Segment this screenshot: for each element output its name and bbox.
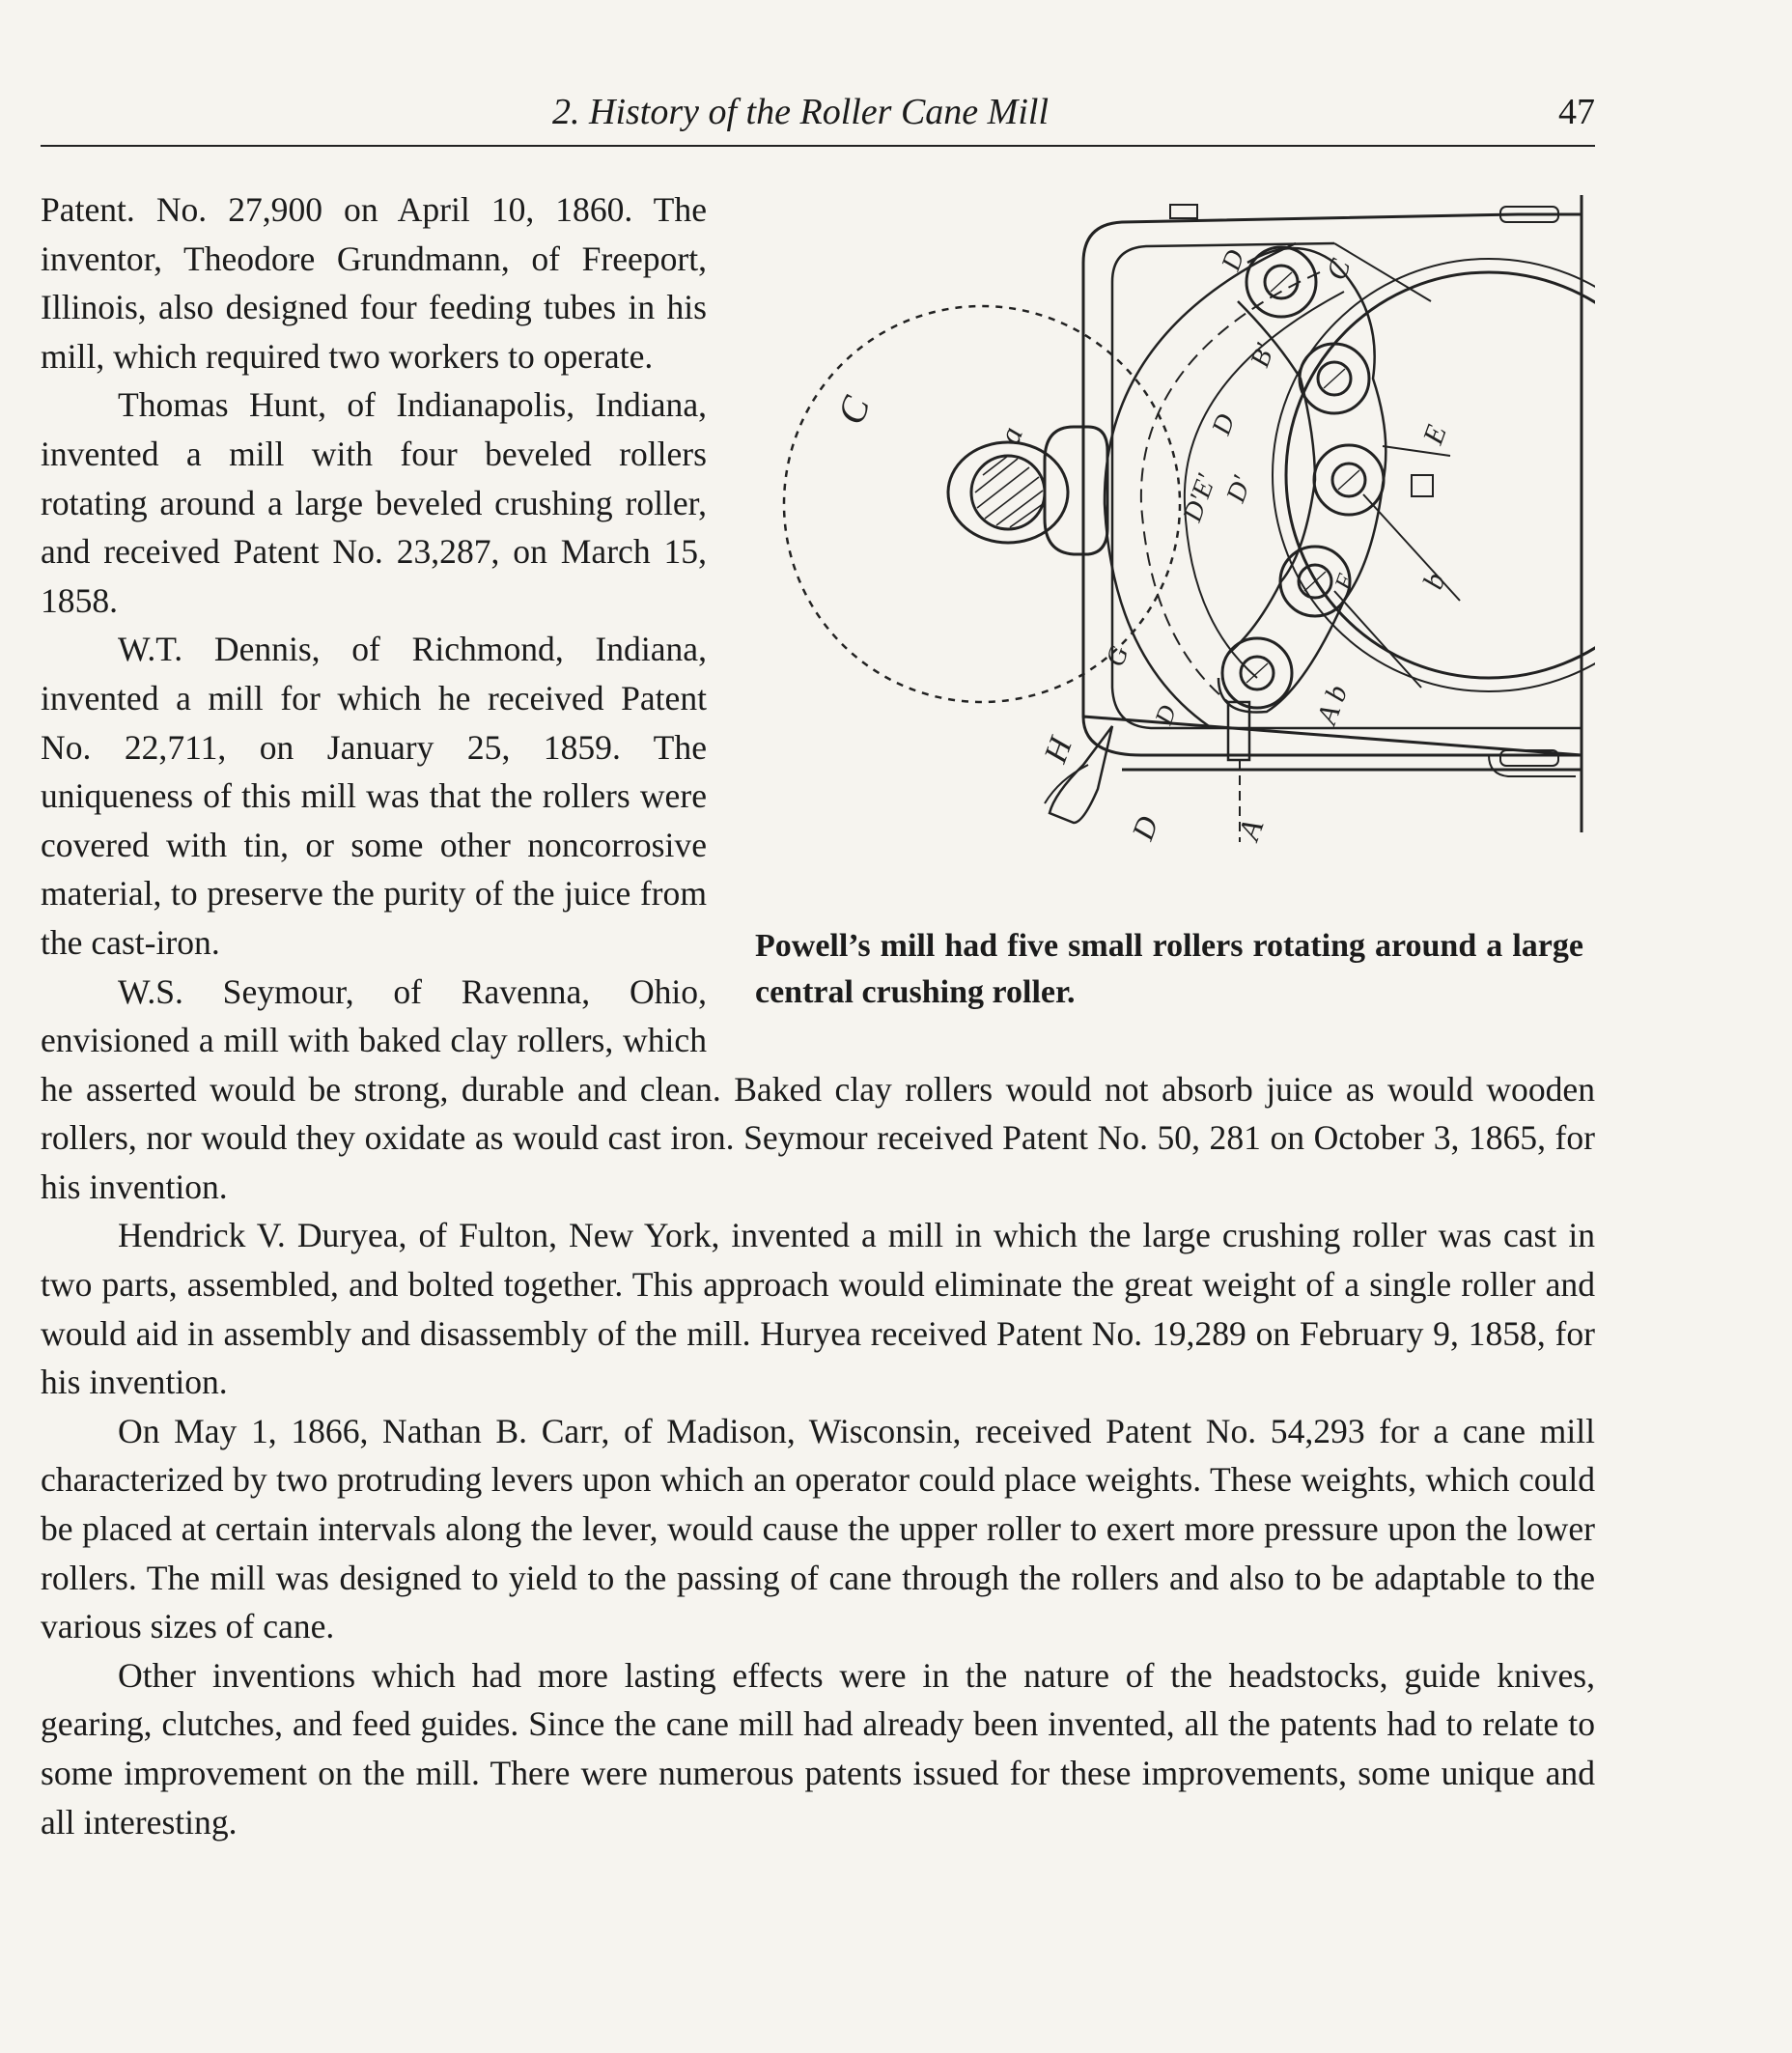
label-a-bottom: A bbox=[1230, 814, 1271, 845]
figure-caption: Powell’s mill had five small rollers rotating around a large central crushing roller. bbox=[755, 928, 1583, 1010]
running-head: 2. History of the Roller Cane Mill bbox=[552, 92, 1050, 132]
patent-drawing bbox=[755, 185, 1595, 861]
label-a-b: A b bbox=[1310, 681, 1355, 729]
label-h: H bbox=[1037, 733, 1079, 768]
label-b-right: b bbox=[1416, 569, 1452, 594]
label-f: F bbox=[1330, 571, 1359, 594]
label-c-top: C bbox=[1320, 255, 1358, 285]
label-d-bottom: D bbox=[1124, 811, 1165, 845]
paragraph-5: Hendrick V. Duryea, of Fulton, New York, invented a mill in which the large crushing roller was cast in two parts, assembled, and bolted together. This approach would eliminate the great weight of a single roller and would aid in assembly and disassembly of the mill. Huryea received Patent No. 19,289 on February 9, 1858, for his invention. bbox=[41, 1216, 1595, 1402]
label-a-center: a bbox=[991, 422, 1030, 449]
paragraph-1: Patent. No. 27,900 on April 10, 1860. The inventor, Theodore Grundmann, of Freeport, Illinois, also designed four feeding tubes in his mill, which required two workers to operate. bbox=[41, 190, 707, 376]
page-number: 47 bbox=[1558, 92, 1595, 132]
label-d-e-prime: D'E' bbox=[1177, 470, 1222, 526]
paragraph-3: W.T. Dennis, of Richmond, Indiana, invented a mill for which he received Patent No. 22,711, on January 25, 1859. The uniqueness of this mill was that the rollers were covered with tin, or some other noncorrosive material, to preserve the purity of the juice from the cast-iron. bbox=[41, 630, 707, 962]
label-g: G bbox=[1100, 641, 1135, 671]
page-header bbox=[41, 85, 1595, 147]
label-c-left: C bbox=[828, 390, 879, 431]
paragraph-7: Other inventions which had more lasting effects were in the nature of the headstocks, guide knives, gearing, clutches, and feed guides. Since the cane mill had already been invented, all the patents had to relate to some improvement on the mill. There were numerous patents issued for these improvements, some unique and all interesting. bbox=[41, 1655, 1595, 1842]
figure-powell-mill bbox=[745, 185, 1595, 1033]
label-d-lower: D bbox=[1149, 701, 1183, 729]
label-d-prime: D' bbox=[1220, 472, 1258, 507]
paragraph-2: Thomas Hunt, of Indianapolis, Indiana, invented a mill with four beveled rollers rotating around a large beveled crushing roller, and received Patent No. 23,287, on March 15, 1858. bbox=[41, 385, 707, 620]
paragraph-6: On May 1, 1866, Nathan B. Carr, of Madison, Wisconsin, received Patent No. 54,293 for a cane mill characterized by two protruding levers upon which an operator could place weights. These weights, which could be placed at certain intervals along the lever, would cause the upper roller to exert more pressure upon the lower rollers. The mill was designed to yield to the passing of cane through the rollers and also to be adaptable to the various sizes of cane. bbox=[41, 1411, 1595, 1646]
label-d-top: D bbox=[1216, 245, 1251, 275]
body-text bbox=[41, 185, 1595, 1846]
label-d-mid: D bbox=[1206, 409, 1242, 439]
label-b-prime: B' bbox=[1245, 340, 1281, 372]
central-hub bbox=[1045, 427, 1107, 554]
label-e: E bbox=[1416, 420, 1453, 449]
paragraph-4: W.S. Seymour, of Ravenna, Ohio, envisioned a mill with baked clay rollers, which he asserted would be strong, durable and clean. Baked clay rollers would not absorb juice as would wooden rollers, nor would they oxidate as would cast iron. Seymour received Patent No. 50, 281 on October 3, 1865, for his invention. bbox=[41, 971, 1595, 1206]
